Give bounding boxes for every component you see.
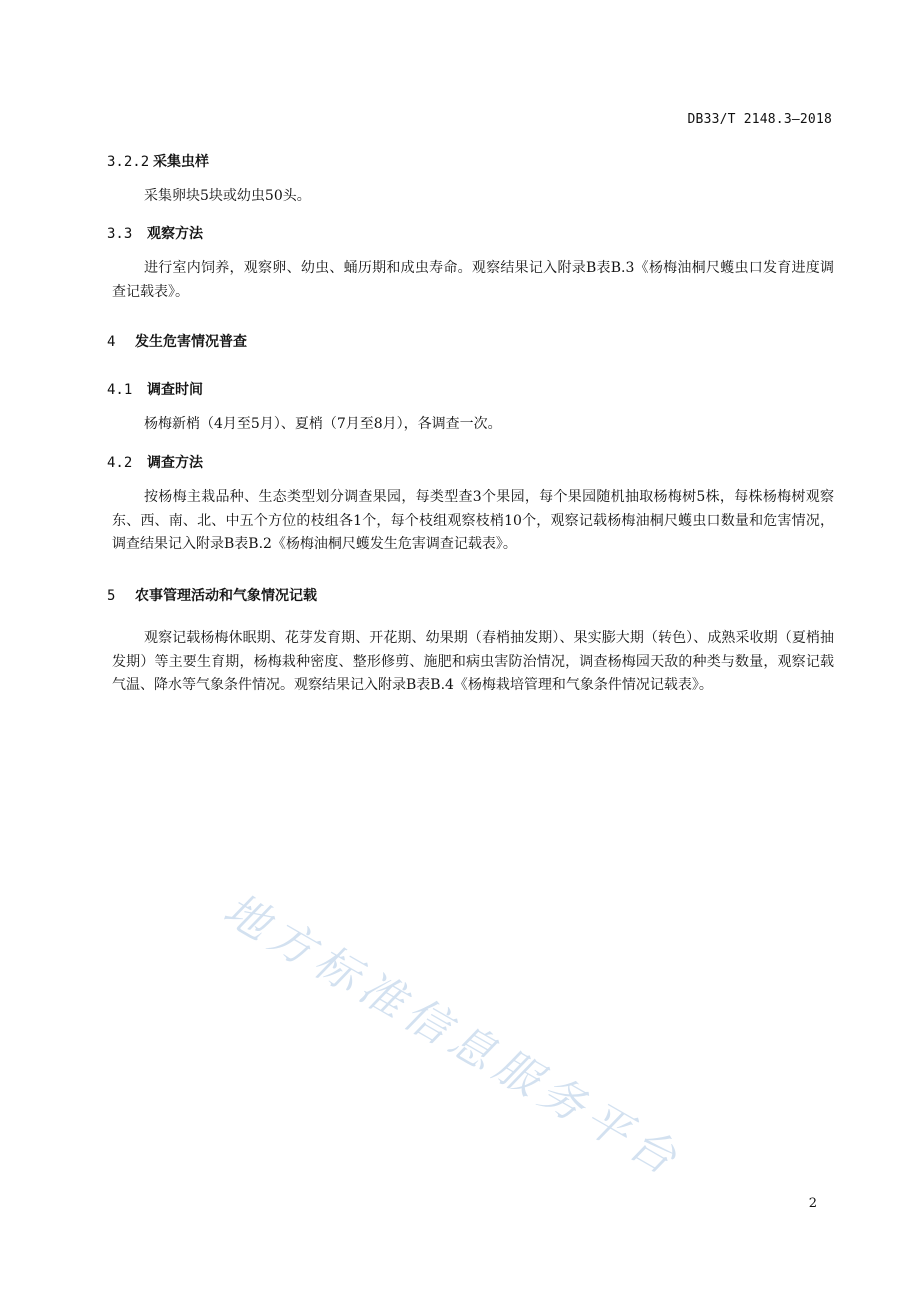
paragraph-4-2: 按杨梅主栽品种、生态类型划分调查果园，每类型查3个果园，每个果园随机抽取杨梅树5株，每株杨梅树观察东、西、南、北、中五个方位的枝组各1个，每个枝组观察枝梢10个，观察记载杨梅油桐尺蠖虫口数量和危害情况，调查结果记入附录B表B.2《杨梅油桐尺蠖发生危害调查记载表》。 [112, 489, 834, 552]
standard-code: DB33/T 2148.3—2018 [687, 112, 832, 127]
heading-number: 4.1 [107, 382, 133, 398]
heading-3-2-2 [107, 151, 209, 171]
paragraph-3-3: 进行室内饲养，观察卵、幼虫、蛹历期和成虫寿命。观察结果记入附录B表B.3《杨梅油桐尺蠖虫口发育进度调查记载表》。 [112, 260, 834, 300]
heading-4 [107, 331, 247, 351]
paragraph-3-2-2: 采集卵块5块或幼虫50头。 [144, 188, 311, 204]
heading-title: 发生危害情况普查 [135, 334, 247, 350]
page-number: 2 [808, 1196, 817, 1211]
heading-4-2 [107, 452, 203, 472]
heading-3-3 [107, 223, 203, 243]
heading-number: 3.3 [107, 226, 133, 242]
heading-title: 调查方法 [147, 455, 203, 471]
heading-number: 3.2.2 [107, 154, 150, 170]
watermark: 地方标准信息服务平台 [215, 883, 691, 1188]
heading-title: 农事管理活动和气象情况记载 [135, 588, 317, 604]
heading-4-1 [107, 379, 203, 399]
heading-title: 观察方法 [147, 226, 203, 242]
heading-title: 调查时间 [147, 382, 203, 398]
heading-number: 4.2 [107, 455, 133, 471]
heading-number: 5 [107, 588, 116, 604]
heading-number: 4 [107, 334, 116, 350]
paragraph-4-1: 杨梅新梢（4月至5月）、夏梢（7月至8月），各调查一次。 [144, 416, 502, 432]
paragraph-5: 观察记载杨梅休眠期、花芽发育期、开花期、幼果期（春梢抽发期）、果实膨大期（转色）、成熟采收期（夏梢抽发期）等主要生育期，杨梅栽种密度、整形修剪、施肥和病虫害防治情况，调查杨梅园天敌的种类与数量，观察记载气温、降水等气象条件情况。观察结果记入附录B表B.4《杨梅栽培管理和气象条件情况记载表》。 [112, 630, 834, 693]
heading-5 [107, 585, 317, 605]
heading-title: 采集虫样 [153, 154, 209, 170]
